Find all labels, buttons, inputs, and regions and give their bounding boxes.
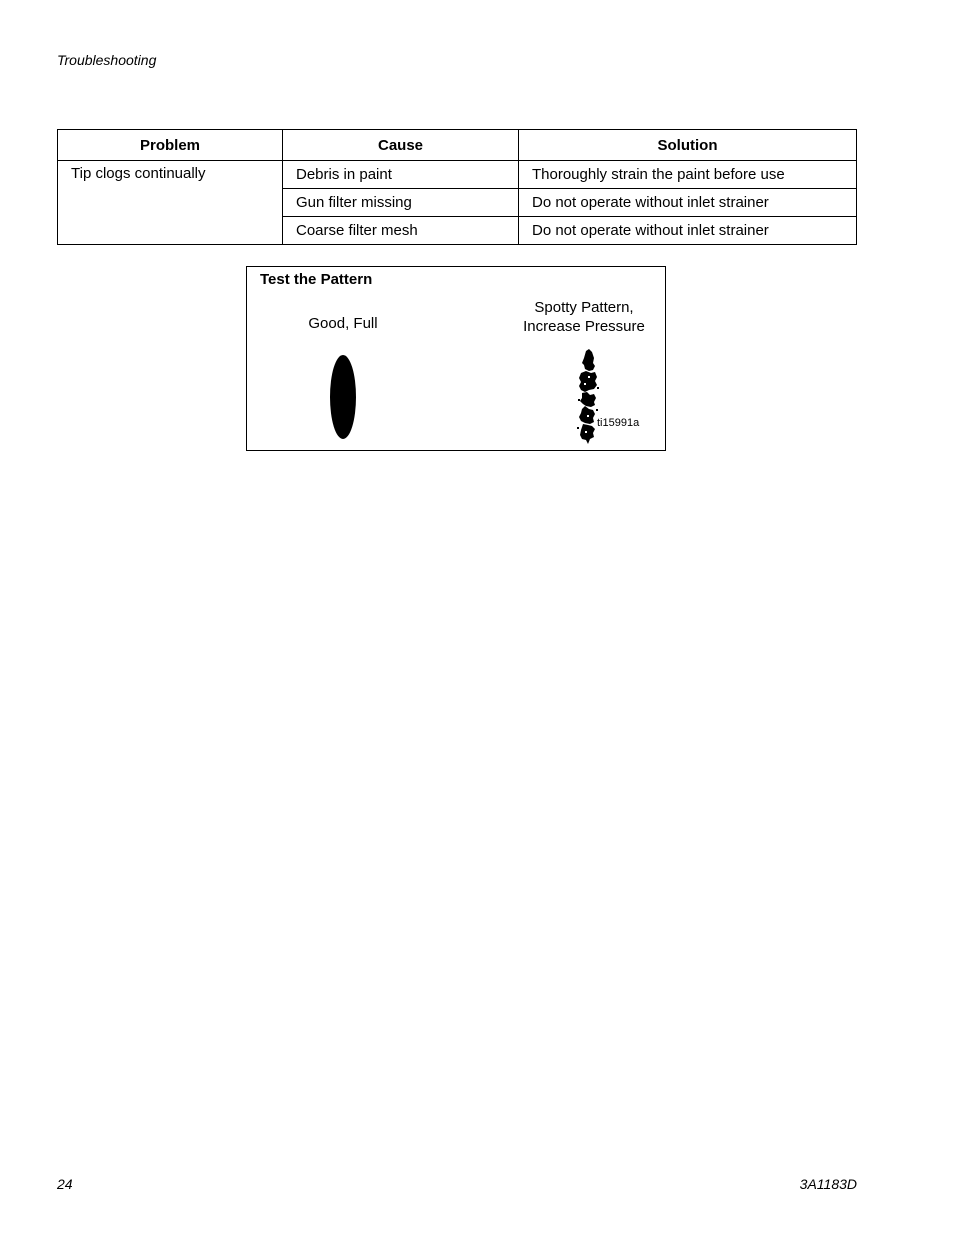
column-header-problem: Problem [58, 130, 283, 161]
column-header-cause: Cause [283, 130, 519, 161]
cause-cell: Coarse filter mesh [283, 217, 519, 245]
section-label: Troubleshooting [57, 52, 157, 68]
spotty-pattern-label [509, 298, 659, 336]
problem-cell: Tip clogs continually [58, 161, 283, 245]
solution-cell: Thoroughly strain the paint before use [519, 161, 857, 189]
solution-cell: Do not operate without inlet strainer [519, 189, 857, 217]
test-pattern-title: Test the Pattern [260, 271, 373, 288]
table-header-row [58, 130, 857, 161]
spotty-spray-pattern-icon [575, 349, 603, 445]
cause-cell: Debris in paint [283, 161, 519, 189]
full-spray-pattern-icon [329, 354, 357, 440]
document-id: 3A1183D [799, 1176, 857, 1192]
cause-cell: Gun filter missing [283, 189, 519, 217]
spotty-pattern-label-line2: Increase Pressure [523, 318, 645, 335]
figure-id: ti15991a [597, 417, 640, 429]
solution-cell: Do not operate without inlet strainer [519, 217, 857, 245]
good-pattern-label: Good, Full [308, 315, 378, 332]
table-row [58, 161, 857, 189]
column-header-solution: Solution [519, 130, 857, 161]
page-number: 24 [57, 1176, 73, 1192]
test-pattern-box [246, 266, 666, 451]
troubleshooting-table [57, 129, 857, 245]
spotty-pattern-label-line1: Spotty Pattern, [534, 299, 634, 316]
